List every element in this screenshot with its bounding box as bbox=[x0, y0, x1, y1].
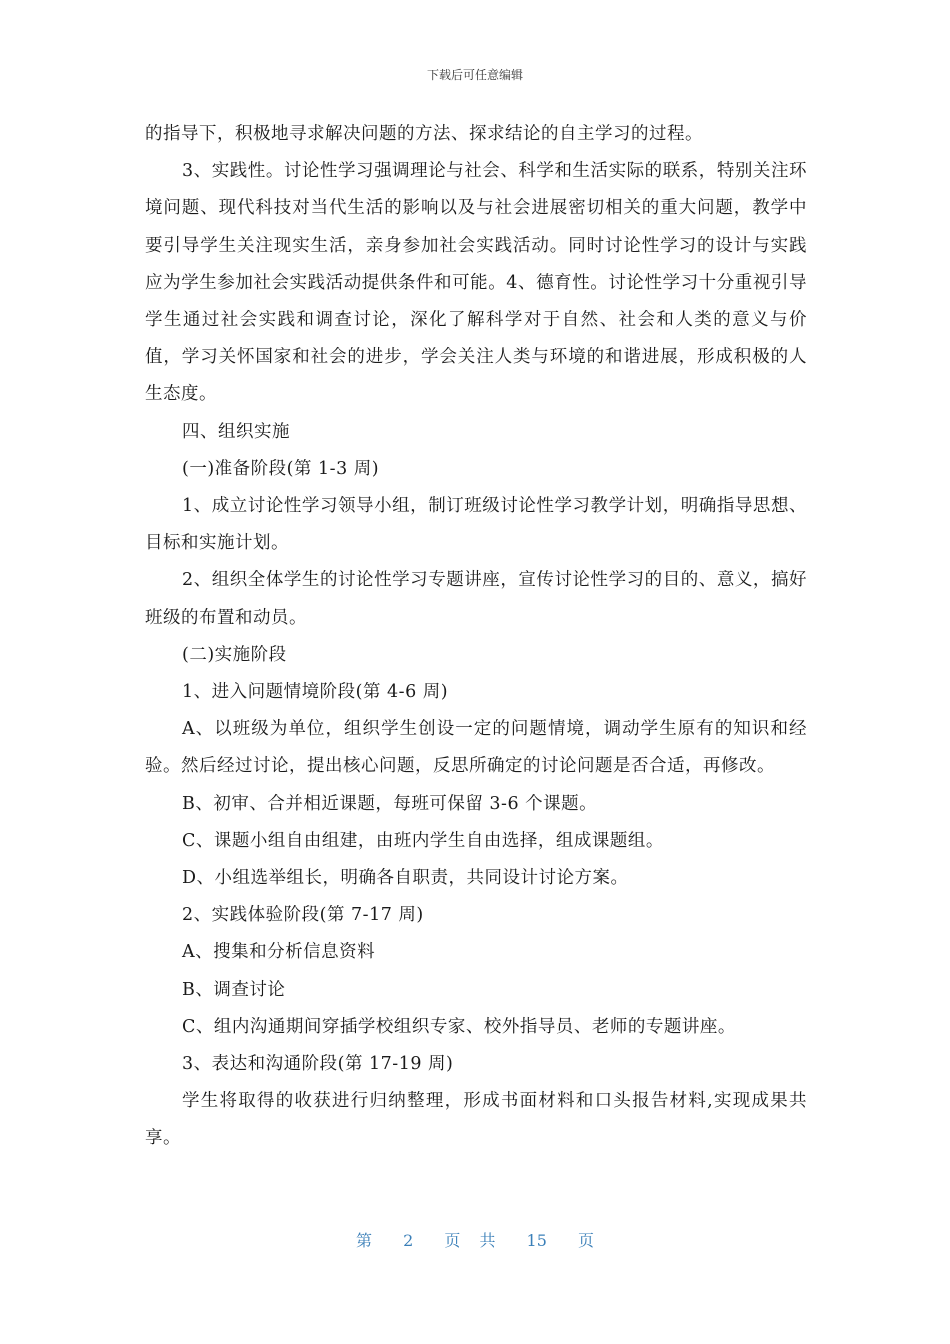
paragraph: 2、组织全体学生的讨论性学习专题讲座，宣传讨论性学习的目的、意义，搞好班级的布置和动员。 bbox=[145, 570, 807, 628]
document-body bbox=[145, 116, 807, 1158]
list-item: 3、表达和沟通阶段(第 17-19 周) bbox=[182, 1054, 454, 1075]
section-heading: 四、组织实施 bbox=[182, 421, 290, 442]
current-page-number: 2 bbox=[403, 1231, 414, 1250]
list-item: D、小组选举组长，明确各自职责，共同设计讨论方案。 bbox=[182, 868, 629, 889]
paragraph: 的指导下，积极地寻求解决问题的方法、探求结论的自主学习的过程。 bbox=[145, 124, 703, 144]
footer-suffix: 页 bbox=[578, 1231, 595, 1250]
paragraph: 学生将取得的收获进行归纳整理，形成书面材料和口头报告材料,实现成果共享。 bbox=[145, 1091, 807, 1149]
footer-prefix: 第 bbox=[355, 1231, 372, 1250]
page-header: 下载后可任意编辑 bbox=[426, 68, 523, 82]
list-item: A、搜集和分析信息资料 bbox=[182, 942, 376, 963]
list-item: B、初审、合并相近课题，每班可保留 3-6 个课题。 bbox=[182, 793, 598, 814]
paragraph: 3、实践性。讨论性学习强调理论与社会、科学和生活实际的联系，特别关注环境问题、现代科技对当代生活的影响以及与社会进展密切相关的重大问题，教学中要引导学生关注现实生活，亲身参加社会实践活动。同时讨论性学习的设计与实践应为学生参加社会实践活动提供条件和可能。4、德育性。讨论性学习十分重视引导学生通过社会实践和调查讨论，深化了解科学对于自然、社会和人类的意义与价值，学习关怀国家和社会的进步，学会关注人类与环境的和谐进展，形成积极的人生态度。 bbox=[145, 161, 807, 405]
list-item: C、课题小组自由组建，由班内学生自由选择，组成课题组。 bbox=[182, 830, 664, 851]
footer-middle: 页 共 bbox=[444, 1231, 496, 1250]
list-item: 2、实践体验阶段(第 7-17 周) bbox=[182, 905, 424, 926]
list-item: C、组内沟通期间穿插学校组织专家、校外指导员、老师的专题讲座。 bbox=[182, 1016, 736, 1037]
list-item: 1、进入问题情境阶段(第 4-6 周) bbox=[182, 682, 449, 703]
subsection-heading: (二)实施阶段 bbox=[182, 644, 287, 665]
list-item: A、以班级为单位，组织学生创设一定的问题情境，调动学生原有的知识和经验。然后经过讨论，提出核心问题，反思所确定的讨论问题是否合适，再修改。 bbox=[145, 719, 807, 777]
subsection-heading: (一)准备阶段(第 1-3 周) bbox=[182, 458, 380, 479]
paragraph: 1、成立讨论性学习领导小组，制订班级讨论性学习教学计划，明确指导思想、目标和实施计划。 bbox=[145, 496, 807, 554]
list-item: B、调查讨论 bbox=[182, 979, 286, 1000]
page-footer bbox=[0, 1228, 950, 1251]
total-pages: 15 bbox=[526, 1231, 547, 1250]
